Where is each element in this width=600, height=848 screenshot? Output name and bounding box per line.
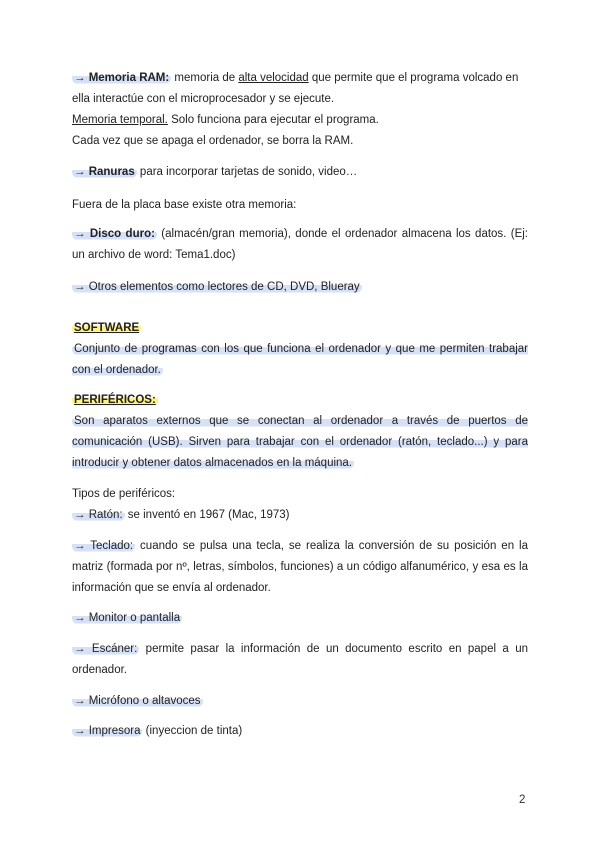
memoria-temporal-underline: Memoria temporal. — [72, 114, 168, 126]
alta-velocidad-underline: alta velocidad — [238, 72, 309, 84]
arrow-glyph: → — [74, 72, 86, 84]
impresora-item: → Impresora (inyeccion de tinta) — [74, 725, 243, 737]
microfono-item: → Micrófono o altavoces — [74, 695, 201, 707]
perifericos-paragraph: Son aparatos externos que se conectan al ordenador a través de puertos de comunicación (USB). Sirven para trabajar con el ordenador (ratón, teclado...) y para introducir y obtener datos almacenados en la máquina. — [72, 415, 528, 469]
disco-term: Disco duro: — [89, 228, 155, 240]
teclado-item: → Teclado: cuando se pulsa una tecla, se realiza la conversión de su posición en la matriz (formada por nº, letras, símbolos, funciones) a un código alfanumérico, y esa es la información que se envía al ordenador. — [72, 540, 528, 594]
otros-paragraph: → Otros elementos como lectores de CD, DVD, Blueray — [74, 281, 360, 293]
software-heading: SOFTWARE — [74, 322, 140, 334]
ram-line3: Cada vez que se apaga el ordenador, se borra la RAM. — [72, 135, 354, 147]
fuera-paragraph: Fuera de la placa base existe otra memoria: — [72, 199, 297, 211]
ram-term: Memoria RAM: — [88, 72, 170, 84]
page-number: 2 — [519, 794, 526, 806]
ram-paragraph: → Memoria RAM: memoria de alta velocidad que permite que el programa volcado en ella interactúe con el microprocesador y se ejecute. Memoria temporal. Solo funciona para ejecutar el programa. Cada vez que se apaga el ordenador, se borra la RAM. — [72, 72, 519, 147]
monitor-item: → Monitor o pantalla — [74, 612, 181, 624]
escaner-item: → Escáner: permite pasar la información de un documento escrito en papel a un ordenador. — [72, 643, 528, 676]
raton-item: → Ratón: se inventó en 1967 (Mac, 1973) — [74, 509, 290, 521]
perifericos-heading: PERIFÉRICOS: — [74, 394, 156, 406]
software-paragraph: Conjunto de programas con los que funciona el ordenador y que me permiten trabajar con el ordenador. — [72, 343, 528, 376]
disco-paragraph: → Disco duro: (almacén/gran memoria), donde el ordenador almacena los datos. (Ej: un archivo de word: Tema1.doc) — [72, 228, 528, 261]
tipos-paragraph: Tipos de periféricos: — [72, 488, 176, 500]
ranuras-paragraph: → Ranuras para incorporar tarjetas de sonido, video… — [74, 166, 358, 178]
ranuras-term: Ranuras — [88, 166, 135, 178]
